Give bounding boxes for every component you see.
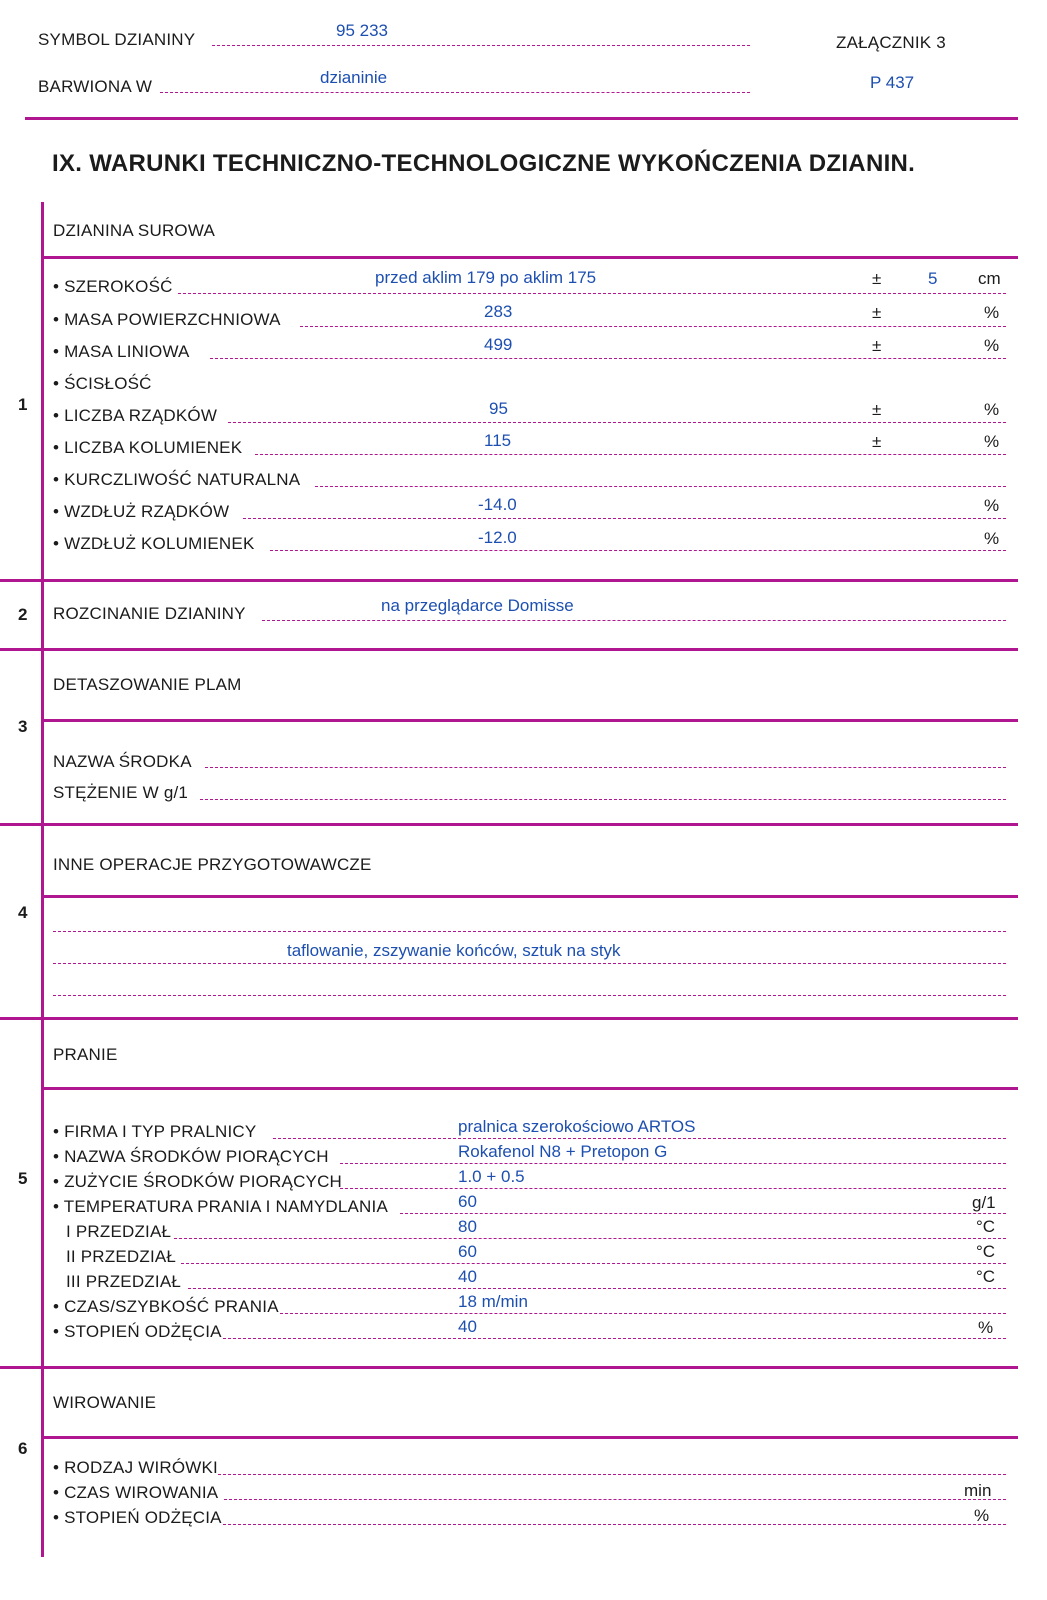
spin-time-field-line xyxy=(224,1499,1006,1500)
dyed-value[interactable]: dzianinie xyxy=(320,68,388,87)
linear-mass-label: • MASA LINIOWA xyxy=(53,342,190,361)
concentration-field-line xyxy=(200,799,1006,800)
width-label: • SZEROKOŚĆ xyxy=(53,277,173,296)
cutting-value[interactable]: na przeglądarce Domisse xyxy=(381,596,574,615)
compartment-3-field-line xyxy=(188,1288,1006,1289)
spin-time-label: • CZAS WIROWANIA xyxy=(53,1483,219,1502)
section4-heading-divider xyxy=(41,895,1018,898)
section1-divider xyxy=(0,579,1018,582)
page-title: IX. WARUNKI TECHNICZNO-TECHNOLOGICZNE WYKOŃCZENIA DZIANIN. xyxy=(52,150,916,177)
wales-label: • LICZBA KOLUMIENEK xyxy=(53,438,243,457)
wash-temp-field-line xyxy=(400,1213,1006,1214)
detergents-label: • NAZWA ŚRODKÓW PIORĄCYCH xyxy=(53,1147,329,1166)
agent-name-field-line xyxy=(205,767,1006,768)
width-field-line xyxy=(178,293,1006,294)
section-number-2: 2 xyxy=(18,605,28,624)
spin-squeeze-unit: % xyxy=(974,1506,990,1525)
shrink-wales-unit: % xyxy=(984,529,1000,548)
squeeze-unit: % xyxy=(978,1318,994,1337)
shrink-courses-label: • WZDŁUŻ RZĄDKÓW xyxy=(53,502,230,521)
section-number-5: 5 xyxy=(18,1169,28,1188)
area-mass-unit: % xyxy=(984,303,1000,322)
section5-heading-divider xyxy=(41,1087,1018,1090)
shrinkage-field-line xyxy=(315,486,1006,487)
compartment-1-unit: °C xyxy=(976,1217,996,1236)
prep-ops-line-1 xyxy=(53,931,1006,932)
section-number-1: 1 xyxy=(18,395,28,414)
wales-field-line xyxy=(255,454,1006,455)
section2-divider xyxy=(0,648,1018,651)
washer-type-field-line xyxy=(273,1138,1006,1139)
squeeze-value[interactable]: 40 xyxy=(458,1317,477,1336)
compartment-2-field-line xyxy=(181,1263,1006,1264)
header-divider xyxy=(25,117,1018,120)
section-number-4: 4 xyxy=(18,903,28,922)
wash-temp-label: • TEMPERATURA PRANIA I NAMYDLANIA xyxy=(53,1197,388,1216)
wales-unit: % xyxy=(984,432,1000,451)
area-mass-value[interactable]: 283 xyxy=(484,302,513,321)
washer-type-label: • FIRMA I TYP PRALNICY xyxy=(53,1122,257,1141)
shrinkage-label: • KURCZLIWOŚĆ NATURALNA xyxy=(53,470,301,489)
prep-ops-line-2 xyxy=(53,963,1006,964)
shrink-courses-field-line xyxy=(243,518,1006,519)
squeeze-field-line xyxy=(223,1338,1006,1339)
spin-squeeze-field-line xyxy=(223,1524,1006,1525)
dyed-field-line xyxy=(160,92,750,93)
symbol-value[interactable]: 95 233 xyxy=(336,21,388,40)
symbol-field-line xyxy=(212,45,750,46)
wash-speed-label: • CZAS/SZYBKOŚĆ PRANIA xyxy=(53,1297,279,1316)
area-mass-field-line xyxy=(300,326,1006,327)
area-mass-plusminus: ± xyxy=(872,303,882,322)
detergents-value[interactable]: Rokafenol N8 + Pretopon G xyxy=(458,1142,668,1161)
compartment-3-label: III PRZEDZIAŁ xyxy=(66,1272,182,1291)
shrink-courses-value[interactable]: -14.0 xyxy=(478,495,517,514)
shrink-wales-field-line xyxy=(270,550,1006,551)
shrink-wales-label: • WZDŁUŻ KOLUMIENEK xyxy=(53,534,255,553)
linear-mass-plusminus: ± xyxy=(872,336,882,355)
detergent-use-value[interactable]: 1.0 + 0.5 xyxy=(458,1167,525,1186)
detergents-field-line xyxy=(340,1163,1006,1164)
courses-plusminus: ± xyxy=(872,400,882,419)
courses-unit: % xyxy=(984,400,1000,419)
section4-divider xyxy=(0,1017,1018,1020)
detergent-use-label: • ZUŻYCIE ŚRODKÓW PIORĄCYCH xyxy=(53,1172,343,1191)
centrifuge-type-label: • RODZAJ WIRÓWKI xyxy=(53,1458,218,1477)
washer-type-value[interactable]: pralnica szerokościowo ARTOS xyxy=(458,1117,696,1136)
courses-value[interactable]: 95 xyxy=(489,399,508,418)
compartment-2-value[interactable]: 60 xyxy=(458,1242,477,1261)
washing-heading: PRANIE xyxy=(53,1045,118,1064)
wales-value[interactable]: 115 xyxy=(484,431,512,450)
linear-mass-field-line xyxy=(210,358,1006,359)
spin-time-unit: min xyxy=(964,1481,992,1500)
width-value[interactable]: przed aklim 179 po aklim 175 xyxy=(375,268,597,287)
centrifuge-type-field-line xyxy=(218,1474,1006,1475)
width-tolerance[interactable]: 5 xyxy=(928,269,938,288)
width-plusminus: ± xyxy=(872,269,882,288)
courses-label: • LICZBA RZĄDKÓW xyxy=(53,406,218,425)
concentration-label: STĘŻENIE W g/1 xyxy=(53,783,189,802)
width-unit: cm xyxy=(978,269,1001,288)
dyed-label: BARWIONA W xyxy=(38,77,153,96)
spinning-heading: WIROWANIE xyxy=(53,1393,157,1412)
section6-heading-divider xyxy=(41,1436,1018,1439)
linear-mass-value[interactable]: 499 xyxy=(484,335,513,354)
annex-label: ZAŁĄCZNIK 3 xyxy=(836,33,946,52)
section-number-3: 3 xyxy=(18,717,28,736)
section3-heading-divider xyxy=(41,719,1018,722)
document-code: P 437 xyxy=(870,73,915,92)
wales-plusminus: ± xyxy=(872,432,882,451)
section1-heading: DZIANINA SUROWA xyxy=(53,221,215,240)
density-label: • ŚCISŁOŚĆ xyxy=(53,374,152,393)
area-mass-label: • MASA POWIERZCHNIOWA xyxy=(53,310,281,329)
shrink-wales-value[interactable]: -12.0 xyxy=(478,528,517,547)
cutting-label: ROZCINANIE DZIANINY xyxy=(53,604,246,623)
agent-name-label: NAZWA ŚRODKA xyxy=(53,752,192,771)
shrink-courses-unit: % xyxy=(984,496,1000,515)
spin-squeeze-label: • STOPIEŃ ODŻĘCIA xyxy=(53,1508,222,1527)
compartment-2-label: II PRZEDZIAŁ xyxy=(66,1247,177,1266)
squeeze-label: • STOPIEŃ ODŻĘCIA xyxy=(53,1322,222,1341)
section5-divider xyxy=(0,1366,1018,1369)
wash-temp-unit: g/1 xyxy=(972,1193,996,1212)
compartment-1-field-line xyxy=(174,1238,1006,1239)
courses-field-line xyxy=(228,422,1006,423)
cutting-field-line xyxy=(262,620,1006,621)
compartment-1-label: I PRZEDZIAŁ xyxy=(66,1222,172,1241)
prep-ops-value[interactable]: taflowanie, zszywanie końców, sztuk na styk xyxy=(287,941,621,960)
section1-heading-divider xyxy=(41,256,1018,259)
wash-temp-value[interactable]: 60 xyxy=(458,1192,477,1211)
spotting-heading: DETASZOWANIE PLAM xyxy=(53,675,242,694)
section3-divider xyxy=(0,823,1018,826)
prep-ops-line-3 xyxy=(53,995,1006,996)
prep-ops-heading: INNE OPERACJE PRZYGOTOWAWCZE xyxy=(53,855,372,874)
detergent-use-field-line xyxy=(340,1188,1006,1189)
linear-mass-unit: % xyxy=(984,336,1000,355)
compartment-3-unit: °C xyxy=(976,1267,996,1286)
compartment-2-unit: °C xyxy=(976,1242,996,1261)
wash-speed-value[interactable]: 18 m/min xyxy=(458,1292,528,1311)
symbol-label: SYMBOL DZIANINY xyxy=(38,30,196,49)
left-margin-line xyxy=(41,202,44,1557)
compartment-3-value[interactable]: 40 xyxy=(458,1267,477,1286)
wash-speed-field-line xyxy=(280,1313,1006,1314)
section-number-6: 6 xyxy=(18,1439,28,1458)
compartment-1-value[interactable]: 80 xyxy=(458,1217,477,1236)
